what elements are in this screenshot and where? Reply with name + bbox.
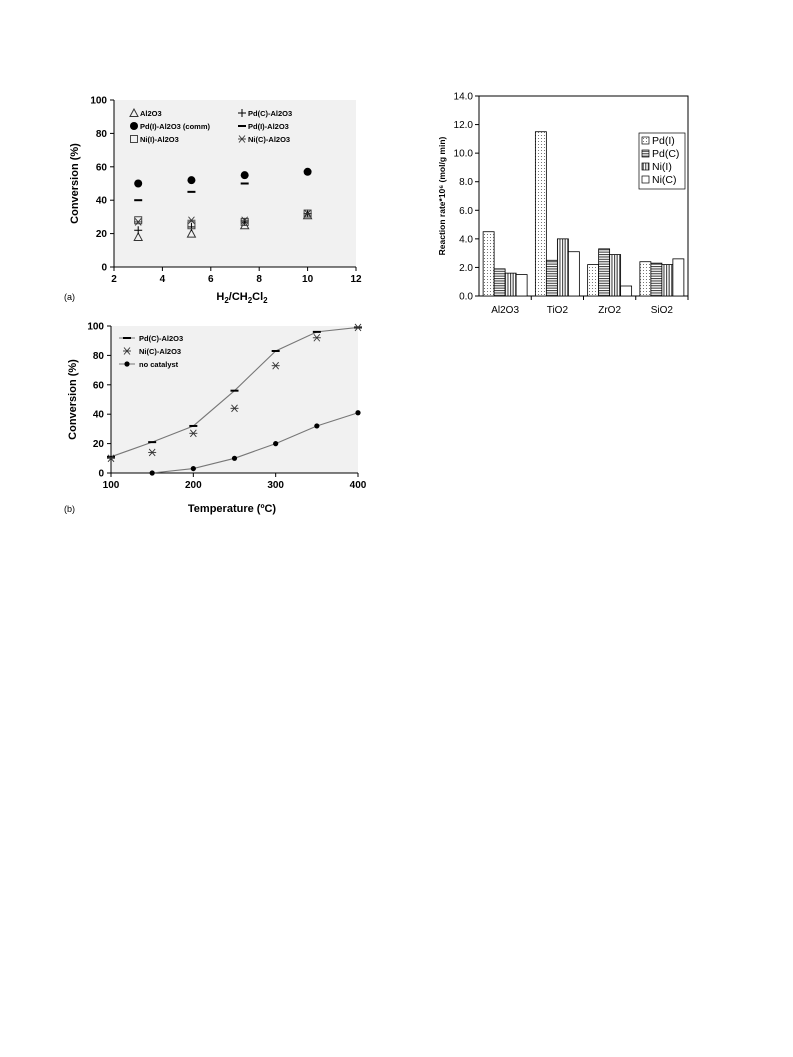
- y-tick-label-a: 0: [101, 262, 107, 274]
- bar-nii: [505, 273, 516, 296]
- y-tick-label-b: 40: [92, 409, 104, 421]
- x-tick-label-a: 2: [111, 274, 117, 285]
- y-tick-label-b: 0: [98, 468, 104, 480]
- legend-label-c: Ni(C): [652, 174, 677, 186]
- x-axis-title-b: Temperature (ºC): [187, 503, 277, 515]
- dot-mark: [130, 122, 138, 130]
- legend-swatch-c: [642, 150, 649, 157]
- chart-a-svg: [62, 86, 376, 308]
- legend-label-c: Pd(I): [652, 135, 675, 147]
- bar-pdi: [483, 232, 494, 296]
- chart-b-svg: [62, 312, 376, 518]
- legend-label-a: Pd(I)-Al2O3 (comm): [140, 122, 211, 131]
- y-tick-label-c: 2.0: [459, 262, 473, 274]
- point-b-dot: [355, 410, 360, 415]
- x-axis-title-a: $H_2/CH_2Cl_2$: [216, 291, 268, 305]
- chart-c-svg: [432, 86, 692, 322]
- legend-label-a: Ni(I)-Al2O3: [140, 135, 179, 144]
- x-tick-label-c: TiO2: [546, 305, 569, 316]
- y-tick-label-c: 12.0: [453, 120, 473, 132]
- panel-label-a: (a): [64, 292, 75, 302]
- y-tick-label-a: 100: [90, 95, 107, 107]
- panel-label-b: (b): [64, 504, 75, 514]
- point-b-dot: [150, 470, 155, 475]
- x-tick-label-a: 12: [350, 274, 362, 285]
- bar-nii: [557, 239, 568, 296]
- x-tick-label-b: 200: [184, 480, 202, 491]
- y-tick-label-b: 60: [92, 380, 104, 392]
- x-tick-label-a: 4: [159, 274, 166, 285]
- legend-dot-b: [124, 361, 129, 366]
- x-tick-label-a: 10: [302, 274, 314, 285]
- y-axis-title-b: Conversion (%): [67, 359, 79, 440]
- y-tick-label-c: 10.0: [453, 148, 473, 160]
- bar-pdc: [651, 263, 662, 296]
- point-b-dot: [314, 423, 319, 428]
- y-tick-label-b: 100: [87, 321, 104, 333]
- bar-pdi: [640, 262, 651, 296]
- y-axis-title-c: Reaction rate*10⁶ (mol/g min): [437, 136, 447, 256]
- x-tick-label-c: ZrO2: [598, 305, 622, 316]
- y-tick-label-c: 4.0: [459, 234, 473, 246]
- dot-mark: [304, 168, 312, 176]
- bar-pdc: [599, 249, 610, 296]
- x-tick-label-c: SiO2: [650, 305, 673, 316]
- bar-pdc: [546, 260, 557, 296]
- point-b-dot: [191, 466, 196, 471]
- x-tick-label-a: 6: [208, 274, 214, 285]
- dot-mark: [187, 176, 195, 184]
- legend-label-a: Pd(I)-Al2O3: [248, 122, 289, 131]
- bar-nic: [621, 286, 632, 296]
- x-tick-label-a: 8: [256, 274, 262, 285]
- figure-b-conversion-vs-temperature: [62, 312, 376, 518]
- y-tick-label-c: 0.0: [459, 291, 473, 303]
- y-axis-title-a: Conversion (%): [69, 143, 81, 224]
- bar-nic: [673, 259, 684, 296]
- y-tick-label-a: 20: [95, 229, 107, 241]
- legend-swatch-c: [642, 163, 649, 170]
- y-tick-label-b: 20: [92, 439, 104, 451]
- x-tick-label-b: 300: [267, 480, 285, 491]
- x-tick-label-c: Al2O3: [491, 305, 520, 316]
- bar-nii: [662, 265, 673, 296]
- legend-swatch-c: [642, 176, 649, 183]
- legend-label-a: Al2O3: [140, 109, 162, 118]
- figure-c-reaction-rate: [432, 86, 692, 322]
- x-tick-label-b: 400: [349, 480, 367, 491]
- point-a-dot: [134, 180, 142, 188]
- y-tick-label-c: 8.0: [459, 177, 473, 189]
- legend-label-b: Ni(C)-Al2O3: [139, 347, 182, 356]
- point-a-dot: [187, 176, 195, 184]
- dot-mark: [134, 180, 142, 188]
- y-tick-label-b: 80: [92, 350, 104, 362]
- point-a-dot: [304, 168, 312, 176]
- legend-label-a: Pd(C)-Al2O3: [248, 109, 293, 118]
- y-tick-label-a: 40: [95, 195, 107, 207]
- legend-label-b: no catalyst: [139, 360, 179, 369]
- legend-label-c: Ni(I): [652, 161, 672, 173]
- x-tick-label-b: 100: [102, 480, 120, 491]
- y-tick-label-c: 6.0: [459, 205, 473, 217]
- legend-label-b: Pd(C)-Al2O3: [139, 334, 184, 343]
- point-b-dot: [232, 456, 237, 461]
- legend-c: [639, 133, 685, 189]
- bar-nii: [610, 255, 621, 296]
- y-tick-label-c: 14.0: [453, 91, 473, 103]
- y-tick-label-a: 60: [95, 162, 107, 174]
- dot-mark: [241, 171, 249, 179]
- bar-pdi: [535, 132, 546, 296]
- bar-nic: [516, 275, 527, 296]
- figure-a-conversion-vs-ratio: [62, 86, 376, 308]
- bar-nic: [568, 252, 579, 296]
- point-b-dot: [273, 441, 278, 446]
- legend-swatch-c: [642, 137, 649, 144]
- legend-label-c: Pd(C): [652, 148, 680, 160]
- legend-label-a: Ni(C)-Al2O3: [248, 135, 291, 144]
- y-tick-label-a: 80: [95, 128, 107, 140]
- bar-pdi: [588, 265, 599, 296]
- point-a-dot: [241, 171, 249, 179]
- bar-pdc: [494, 269, 505, 296]
- legend-marker-a: [130, 122, 138, 130]
